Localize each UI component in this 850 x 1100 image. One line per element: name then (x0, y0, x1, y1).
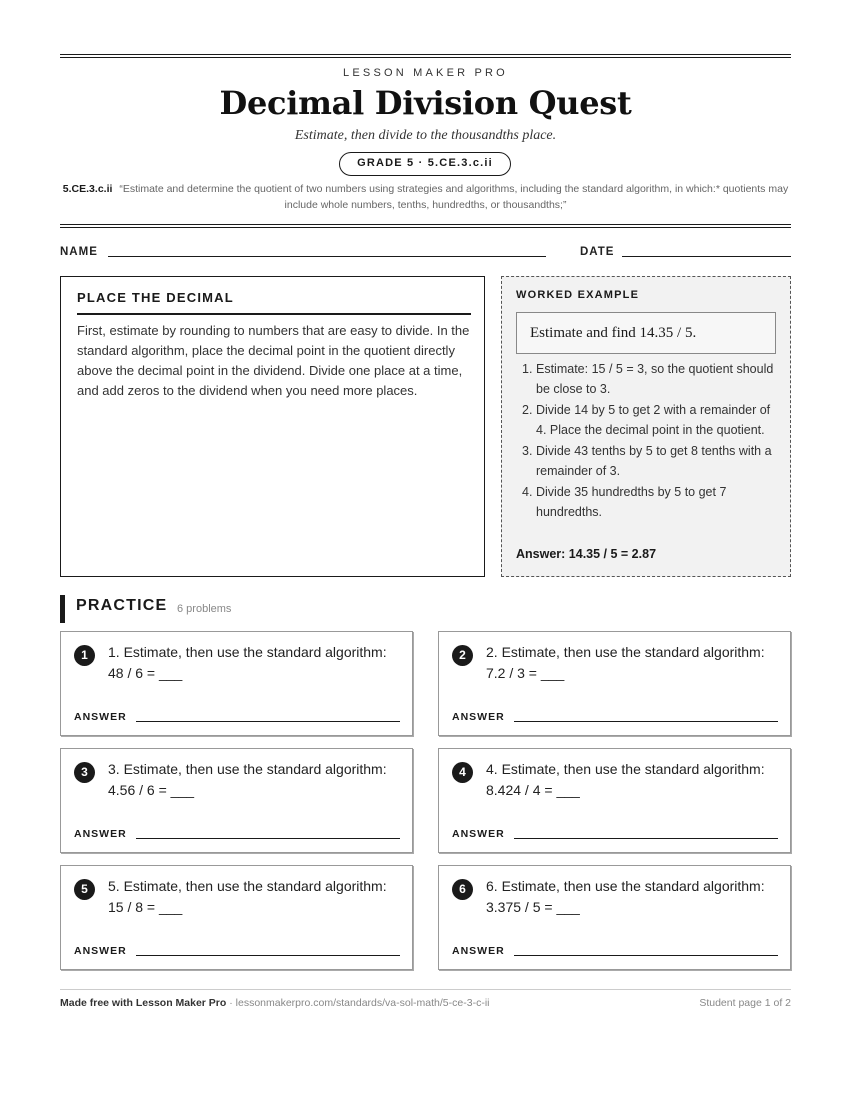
problem-text: 6. Estimate, then use the standard algorithm: 3.375 / 5 = ___ (486, 878, 765, 915)
step-number: 3. (522, 444, 533, 458)
practice-accent-bar (60, 595, 65, 623)
footer-page-number: Student page 1 of 2 (699, 997, 791, 1009)
example-step (516, 441, 778, 481)
place-decimal-box (60, 276, 485, 577)
problem-number-badge: 6 (452, 879, 473, 900)
top-double-rule (60, 54, 791, 58)
example-step (516, 400, 778, 440)
step-text: Divide 43 tenths by 5 to get 8 tenths with a remainder of 3. (536, 444, 772, 478)
step-number: 1. (522, 362, 533, 376)
answer-line[interactable] (514, 838, 778, 839)
place-decimal-heading: PLACE THE DECIMAL (77, 290, 234, 305)
answer-label: ANSWER (452, 828, 505, 840)
answer-line[interactable] (136, 838, 400, 839)
problem-text: 5. Estimate, then use the standard algorithm: 15 / 8 = ___ (108, 878, 387, 915)
answer-label: ANSWER (74, 945, 127, 957)
worked-example-box (501, 276, 791, 577)
place-decimal-body: First, estimate by rounding to numbers that are easy to divide. In the standard algorithm, place the decimal point in the quotient directly above the decimal point in the dividend. Divide one place at a time, and add zeros to the dividend when you need more places. (77, 323, 470, 398)
answer-line[interactable] (514, 721, 778, 722)
date-line[interactable] (622, 256, 791, 257)
step-text: Divide 35 hundredths by 5 to get 7 hundredths. (536, 485, 727, 519)
answer-line[interactable] (136, 955, 400, 956)
standard-text: “Estimate and determine the quotient of two numbers using strategies and algorithms, including the standard algorithm, in which:* quotients may include whole numbers, tenths, hundredths, or thousandths;” (119, 183, 789, 211)
brand-name: LESSON MAKER PRO (343, 67, 508, 79)
footer-made-with: Made free with Lesson Maker Pro (60, 997, 227, 1009)
page-title: Decimal Division Quest (219, 84, 632, 122)
problem-number-badge: 3 (74, 762, 95, 783)
date-label: DATE (580, 246, 615, 258)
problem-card-2 (438, 631, 791, 736)
standard-description (60, 181, 791, 213)
practice-title: PRACTICE (76, 597, 168, 614)
step-number: 4. (522, 485, 533, 499)
footer-credit (60, 997, 489, 1009)
footer-url[interactable]: · lessonmakerpro.com/standards/va-sol-math/5-ce-3-c-ii (226, 997, 490, 1009)
problem-text: 2. Estimate, then use the standard algorithm: 7.2 / 3 = ___ (486, 644, 765, 681)
standard-code: 5.CE.3.c.ii (62, 183, 113, 195)
worked-example-prompt: Estimate and find 14.35 / 5. (516, 312, 776, 354)
grade-badge: GRADE 5 · 5.CE.3.c.ii (339, 152, 511, 176)
answer-label: ANSWER (452, 711, 505, 723)
answer-line[interactable] (514, 955, 778, 956)
problem-text: 4. Estimate, then use the standard algorithm: 8.424 / 4 = ___ (486, 761, 765, 798)
answer-label: ANSWER (452, 945, 505, 957)
step-text: Estimate: 15 / 5 = 3, so the quotient should be close to 3. (536, 362, 774, 396)
problem-number-badge: 1 (74, 645, 95, 666)
name-line[interactable] (108, 256, 546, 257)
practice-count: 6 problems (177, 603, 232, 615)
step-number: 2. (522, 403, 533, 417)
page-subtitle: Estimate, then divide to the thousandths place. (294, 128, 557, 143)
problem-card-5 (60, 865, 413, 970)
answer-label: ANSWER (74, 828, 127, 840)
header-bottom-rule (60, 224, 791, 228)
problem-number-badge: 4 (452, 762, 473, 783)
example-step (516, 482, 778, 522)
heading-underline (77, 313, 471, 315)
answer-label: ANSWER (74, 711, 127, 723)
problem-text: 3. Estimate, then use the standard algorithm: 4.56 / 6 = ___ (108, 761, 387, 798)
problem-card-4 (438, 748, 791, 853)
worked-example-heading: WORKED EXAMPLE (516, 289, 640, 301)
name-label: NAME (60, 246, 98, 258)
worked-example-answer: Answer: 14.35 / 5 = 2.87 (516, 547, 657, 561)
answer-line[interactable] (136, 721, 400, 722)
problem-card-3 (60, 748, 413, 853)
problem-number-badge: 2 (452, 645, 473, 666)
problem-text: 1. Estimate, then use the standard algorithm: 48 / 6 = ___ (108, 644, 387, 681)
worked-example-steps (516, 359, 778, 523)
step-text: Divide 14 by 5 to get 2 with a remainder of 4. Place the decimal point in the quotient. (536, 403, 771, 437)
example-step (516, 359, 778, 399)
problem-number-badge: 5 (74, 879, 95, 900)
problem-card-1 (60, 631, 413, 736)
problem-card-6 (438, 865, 791, 970)
footer-rule (60, 989, 791, 990)
